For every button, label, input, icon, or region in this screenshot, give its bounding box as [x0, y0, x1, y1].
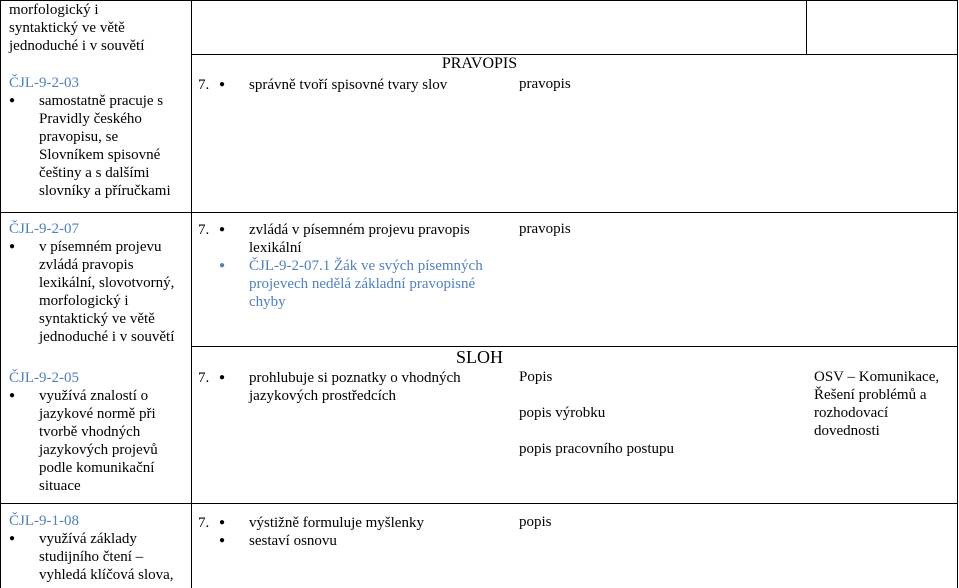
outcome-line: morfologický i	[9, 2, 99, 18]
outcome-cell	[9, 369, 158, 495]
row-divider-2	[0, 212, 958, 213]
topic-item: ● sestaví osnovu	[219, 532, 424, 550]
table-border-left	[0, 0, 1, 588]
column-divider-1	[191, 0, 192, 588]
outcome-cell	[9, 74, 171, 200]
cross-curricular-line: Řešení problémů a	[814, 387, 927, 403]
topic-item: ● výstižně formuluje myšlenky	[219, 514, 424, 532]
outcome-item: ● využívá základy studijního čtení – vyhledá klíčová slova,	[9, 530, 174, 584]
table-border-right	[957, 0, 958, 588]
grade-label: 7.	[198, 77, 210, 93]
grade-label: 7.	[198, 515, 210, 531]
topic-cell	[219, 221, 483, 311]
outcome-code: ČJL-9-2-03	[9, 75, 79, 91]
outcome-item: ● v písemném projevu zvládá pravopis lexikální, slovotvorný, morfologický i syntaktický ve větě jednoduché i v souvětí	[9, 238, 174, 346]
content-item: pravopis	[519, 76, 571, 92]
outcome-cell	[9, 1, 144, 55]
column-divider-cross-top	[806, 0, 807, 54]
outcome-code: ČJL-9-2-07	[9, 221, 79, 237]
section-heading-pravopis: PRAVOPIS	[441, 55, 518, 72]
outcome-line: jednoduché i v souvětí	[9, 38, 145, 54]
outcome-item: ● využívá znalostí o jazykové normě při tvorbě vhodných jazykových projevů podle komunikační situace	[9, 387, 158, 495]
content-item: popis výrobku	[519, 405, 606, 421]
sub-outcome-item: ● ČJL-9-2-07.1 Žák ve svých písemných projevech nedělá základní pravopisné chyby	[219, 257, 483, 311]
outcome-cell	[9, 512, 174, 584]
content-item: popis	[519, 514, 552, 530]
content-item: pravopis	[519, 221, 571, 237]
topic-cell	[219, 369, 461, 405]
cross-curricular-line: OSV – Komunikace,	[814, 369, 940, 385]
grade-label: 7.	[198, 370, 210, 386]
cross-curricular-line: dovednosti	[814, 423, 880, 439]
cross-curricular-line: rozhodovací	[814, 405, 889, 421]
topic-cell	[219, 514, 424, 550]
row-divider-4	[0, 503, 958, 504]
outcome-item: ● samostatně pracuje s Pravidly českého pravopisu, se Slovníkem spisovné češtiny a s dalšími slovníky a příručkami	[9, 92, 171, 200]
outcome-code: ČJL-9-1-08	[9, 513, 79, 529]
topic-cell	[219, 76, 447, 94]
topic-item: ● správně tvoří spisovné tvary slov	[219, 76, 447, 94]
cross-curricular-cell	[814, 368, 939, 440]
content-item: popis pracovního postupu	[519, 441, 674, 457]
section-heading-sloh: SLOH	[455, 347, 503, 367]
grade-label: 7.	[198, 222, 210, 238]
topic-item: ● zvládá v písemném projevu pravopis lexikální	[219, 221, 483, 257]
outcome-cell	[9, 220, 174, 346]
topic-item: ● prohlubuje si poznatky o vhodných jazykových prostředcích	[219, 369, 461, 405]
outcome-code: ČJL-9-2-05	[9, 370, 79, 386]
outcome-line: syntaktický ve větě	[9, 20, 125, 36]
content-item: Popis	[519, 369, 553, 385]
